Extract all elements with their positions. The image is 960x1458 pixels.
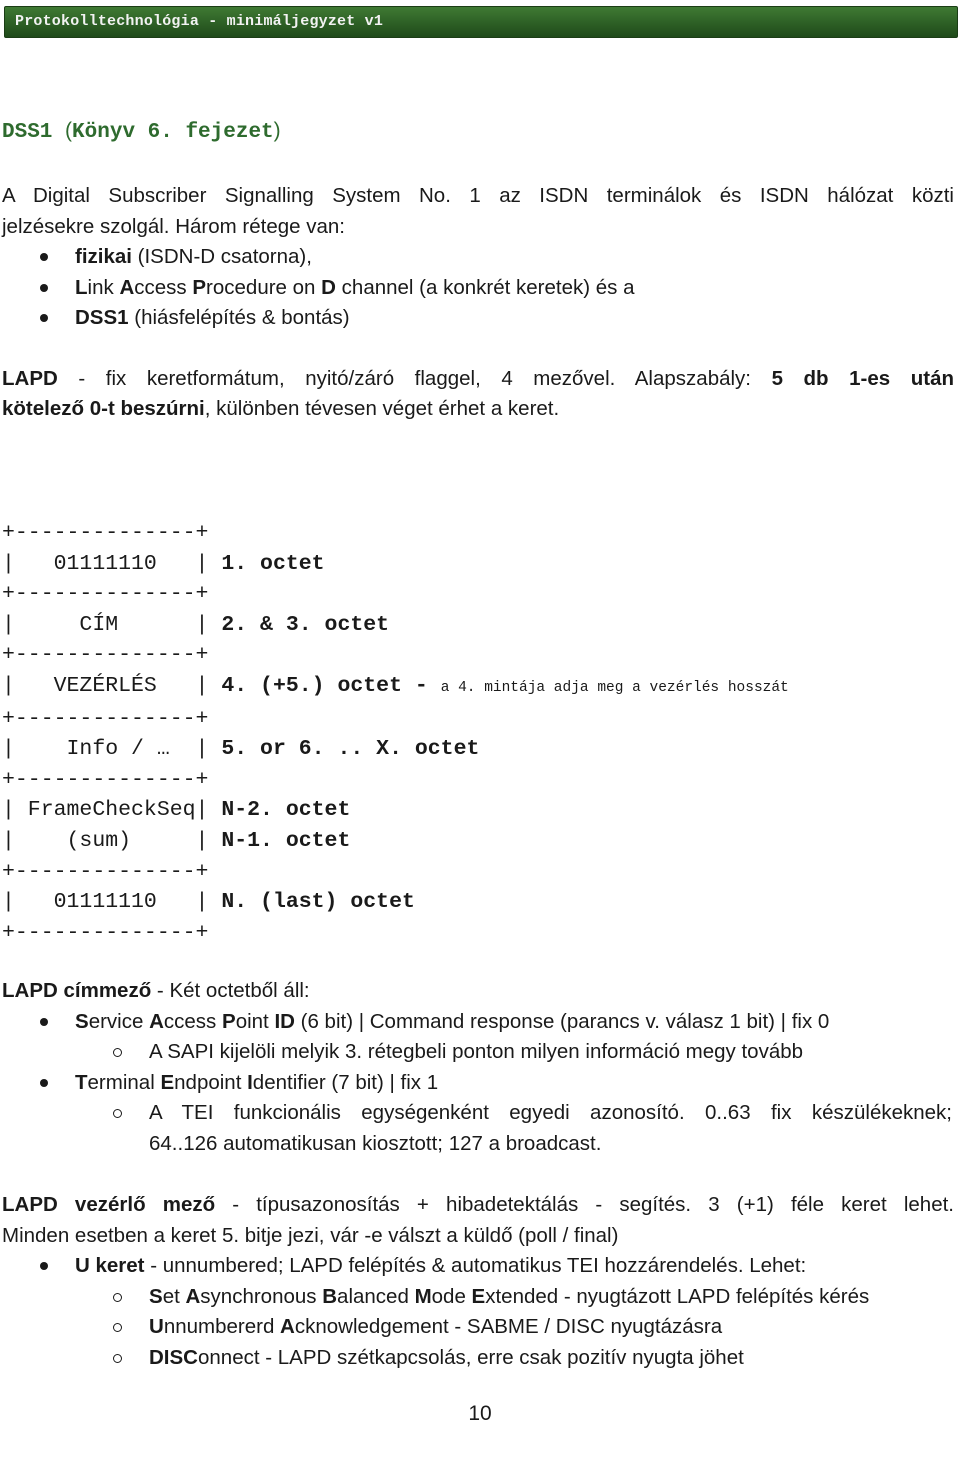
frame-cell-address: | CÍM |: [2, 612, 222, 637]
intro-line-1: A Digital Subscriber Signalling System No. 1 az ISDN terminálok és ISDN hálózat közti: [2, 184, 954, 207]
header-title: Protokolltechnológia - minimáljegyzet v1: [15, 13, 384, 30]
emph-letter: ID: [274, 1010, 295, 1033]
lapd-rule-cont: kötelező 0-t beszúrni: [2, 397, 205, 420]
bullet-icon: [40, 1079, 48, 1087]
emph-letter: E: [160, 1071, 175, 1094]
frame-note: a 4. mintája adja meg a vezérlés hosszát: [440, 679, 789, 696]
layer-item-dss1: [75, 303, 350, 333]
frame-label: 4. (+5.) octet -: [221, 673, 441, 698]
frame-label: 5. or 6. .. X. octet: [221, 737, 480, 762]
tei-sub-item-1: A TEI funkcionális egységenként egyedi azonosító. 0..63 fix készülékeknek;: [149, 1101, 952, 1124]
sub-bullet-icon: [113, 1354, 122, 1363]
tei-sub-item-2: 64..126 automatikusan kiosztott; 127 a broadcast.: [149, 1132, 602, 1155]
frame-separator: +--------------+: [2, 521, 209, 545]
control-heading: [2, 1190, 954, 1220]
lapd-rule: 5 db 1-es után: [771, 367, 954, 390]
emph-letter: DISC: [149, 1346, 198, 1369]
sub-bullet-icon: [113, 1109, 122, 1118]
frame-separator: +--------------+: [2, 859, 209, 884]
disc-item: [149, 1343, 744, 1373]
address-desc: - Két octetből áll:: [151, 979, 310, 1002]
frame-separator: +--------------+: [2, 767, 209, 792]
control-term: LAPD vezérlő mező: [2, 1193, 216, 1216]
ua-item: [149, 1312, 722, 1342]
text-part: rocedure on: [206, 276, 322, 299]
text-part: dentifier (7 bit) | fix 1: [252, 1071, 439, 1094]
emph-letter: B: [322, 1285, 338, 1308]
emph-letter: A: [149, 1010, 164, 1033]
layer-item-lapd: [75, 273, 635, 303]
emph-letter: P: [192, 276, 207, 299]
layer-physical-desc: (ISDN-D csatorna),: [131, 245, 312, 268]
text-part: ndpoint: [174, 1071, 248, 1094]
frame-cell-sum: | (sum) |: [2, 828, 222, 853]
control-desc: - típusazonosítás + hibadetektálás - segítés. 3 (+1) féle keret lehet.: [215, 1193, 954, 1216]
frame-cell-fcs: | FrameCheckSeq|: [2, 798, 222, 823]
text-part: ccess: [134, 276, 193, 299]
lapd-desc-cont: , különben tévesen véget érhet a keret.: [204, 397, 560, 420]
emph-letter: S: [149, 1285, 163, 1308]
sub-bullet-icon: [113, 1293, 122, 1302]
frame-cell-flag: | 01111110 |: [2, 551, 222, 576]
lapd-desc: - fix keretformátum, nyitó/záró flaggel, 4 mezővel. Alapszabály:: [57, 367, 772, 390]
emph-letter: A: [185, 1285, 201, 1308]
frame-label: N. (last) octet: [221, 890, 415, 915]
bullet-icon: [40, 1262, 48, 1270]
text-part: (6 bit) | Command response (parancs v. válasz 1 bit) | fix 0: [294, 1010, 830, 1033]
emph-letter: L: [75, 276, 88, 299]
chapter-ref: (Könyv 6. fejezet): [65, 119, 281, 144]
intro-line-2: jelzésekre szolgál. Három rétege van:: [2, 215, 345, 238]
header-bar: [4, 6, 958, 38]
bullet-icon: [40, 314, 48, 322]
sub-bullet-icon: [113, 1048, 122, 1057]
chapter-ref-text: Könyv 6. fejezet: [72, 121, 274, 144]
address-heading: [2, 976, 310, 1006]
bullet-icon: [40, 253, 48, 261]
emph-letter: A: [280, 1315, 295, 1338]
sapi-sub-item: A SAPI kijelöli melyik 3. rétegbeli ponton milyen információ megy tovább: [149, 1040, 804, 1063]
text-part: channel (a konkrét keretek) és a: [335, 276, 635, 299]
frame-cell-flag-end: | 01111110 |: [2, 890, 222, 915]
frame-cell-control: | VEZÉRLÉS |: [2, 673, 222, 698]
text-part: cknowledgement - SABME / DISC nyugtázásra: [294, 1315, 723, 1338]
text-part: ink: [87, 276, 120, 299]
text-part: oint: [235, 1010, 275, 1033]
emph-letter: A: [119, 276, 135, 299]
frame-diagram: [2, 518, 789, 948]
frame-label: 1. octet: [221, 551, 325, 576]
sub-bullet-icon: [113, 1323, 122, 1332]
lapd-term: LAPD: [2, 367, 58, 390]
text-part: ccess: [163, 1010, 222, 1033]
u-frame-term: U keret: [75, 1254, 145, 1277]
control-line-2: Minden esetben a keret 5. bitje jezi, vár -e válszt a küldő (poll / final): [2, 1224, 619, 1247]
emph-letter: T: [75, 1071, 88, 1094]
layer-item-physical: [75, 242, 312, 272]
layer-dss1-desc: (hiásfelépítés & bontás): [128, 306, 350, 329]
frame-separator: +--------------+: [2, 582, 209, 607]
frame-label: N-1. octet: [221, 828, 351, 853]
bullet-icon: [40, 284, 48, 292]
emph-letter: D: [321, 276, 336, 299]
frame-cell-info: | Info / … |: [2, 737, 222, 762]
frame-separator: +--------------+: [2, 920, 209, 945]
sapi-item: [75, 1007, 829, 1037]
u-frame-item: [75, 1251, 806, 1281]
frame-separator: +--------------+: [2, 643, 209, 668]
text-part: onnect - LAPD szétkapcsolás, erre csak pozitív nyugta jöhet: [197, 1346, 744, 1369]
emph-letter: S: [75, 1010, 89, 1033]
sabme-item: [149, 1282, 869, 1312]
u-frame-desc: - unnumbered; LAPD felépítés & automatikus TEI hozzárendelés. Lehet:: [144, 1254, 807, 1277]
text-part: erminal: [87, 1071, 161, 1094]
frame-separator: +--------------+: [2, 706, 209, 731]
frame-label: N-2. octet: [221, 798, 351, 823]
emph-letter: M: [414, 1285, 432, 1308]
text-part: et: [162, 1285, 186, 1308]
layer-physical-name: fizikai: [75, 245, 132, 268]
text-part: ervice: [88, 1010, 150, 1033]
section-title: [2, 116, 281, 148]
emph-letter: P: [222, 1010, 236, 1033]
section-code: DSS1: [2, 121, 53, 144]
lapd-line-1: [2, 364, 954, 394]
emph-letter: U: [149, 1315, 164, 1338]
text-part: ode: [431, 1285, 472, 1308]
page-number: 10: [468, 1402, 492, 1425]
address-term: LAPD címmező: [2, 979, 152, 1002]
emph-letter: E: [471, 1285, 486, 1308]
emph-letter: I: [247, 1071, 253, 1094]
frame-label: 2. & 3. octet: [221, 612, 390, 637]
layer-dss1-name: DSS1: [75, 306, 129, 329]
text-part: synchronous: [200, 1285, 323, 1308]
text-part: xtended - nyugtázott LAPD felépítés kérés: [485, 1285, 870, 1308]
bullet-icon: [40, 1018, 48, 1026]
tei-item: [75, 1068, 438, 1098]
text-part: alanced: [337, 1285, 415, 1308]
lapd-line-2: [2, 394, 559, 424]
text-part: nnumbererd: [163, 1315, 281, 1338]
